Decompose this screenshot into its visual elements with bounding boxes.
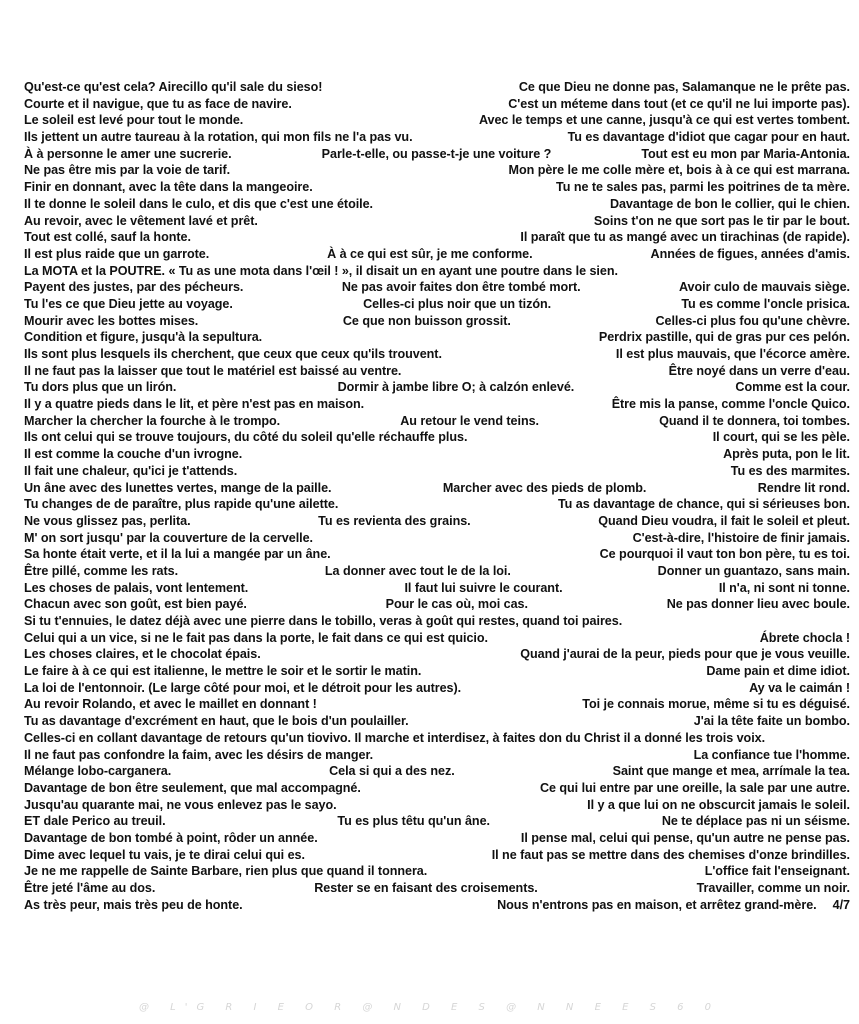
proverb-text: Il court, qui se les pèle. [712, 430, 850, 445]
proverb-text: Jusqu'au quarante mai, ne vous enlevez pas le sayo. [24, 797, 337, 812]
proverb-text: C'est un méteme dans tout (et ce qu'il ne lui importe pas). [508, 96, 850, 111]
proverb-text: Qu'est-ce qu'est cela? Airecillo qu'il sale du sieso! [24, 80, 323, 94]
proverb-text: Dime avec lequel tu vais, je te dirai celui qui es. [24, 847, 305, 862]
proverb-text: Avec le temps et une canne, jusqu'à ce qui est vertes tombent. [478, 113, 850, 128]
proverb-text: ET dale Perico au treuil. [24, 814, 166, 829]
proverb-line [24, 413, 850, 430]
proverb-text: Il est comme la couche d'un ivrogne. [24, 447, 243, 462]
proverb-text: Au retour le vend teins. [400, 413, 540, 428]
proverb-line [24, 763, 850, 780]
proverb-line [24, 780, 850, 797]
proverb-line [24, 863, 850, 880]
proverb-text: Il paraît que tu as mangé avec un tirachinas (de rapide). [520, 230, 850, 245]
proverb-line [24, 747, 850, 764]
proverb-text: Quand j'aurai de la peur, pieds pour que je vous veuille. [520, 647, 850, 662]
proverb-line [24, 797, 850, 814]
proverb-text: Ne vous glissez pas, perlita. [24, 513, 191, 528]
proverb-text: Marcher avec des pieds de plomb. [442, 480, 647, 495]
proverb-text: Si tu t'ennuies, le datez déjà avec une pierre dans le tobillo, veras à goût qui restes, quand toi paires. [24, 614, 623, 628]
proverb-line [24, 363, 850, 380]
proverb-line [24, 496, 850, 513]
proverb-text: La loi de l'entonnoir. (Le large côté pour moi, et le détroit pour les autres). [24, 680, 462, 695]
proverb-text: Nous n'entrons pas en maison, et arrêtez grand-mère. [497, 897, 817, 912]
proverb-text: Avoir culo de mauvais siège. [678, 280, 850, 295]
proverb-line [24, 79, 850, 96]
proverb-text: Payent des justes, par des pécheurs. [24, 280, 244, 295]
proverb-text: Davantage de bon être seulement, que mal accompagné. [24, 780, 361, 795]
proverb-line [24, 513, 850, 530]
proverb-text: Celui qui a un vice, si ne le fait pas dans la porte, le fait dans ce qui est quicio. [24, 630, 488, 645]
proverb-text: Tu ne te sales pas, parmi les poitrines de ta mère. [556, 180, 850, 195]
proverb-text: Au revoir, avec le vêtement lavé et prêt. [24, 213, 258, 228]
proverb-text: Travailler, comme un noir. [696, 881, 850, 896]
proverb-line [24, 646, 850, 663]
proverb-line [24, 179, 850, 196]
proverb-text: Il est plus raide que un garrote. [24, 246, 210, 261]
proverb-text: As très peur, mais très peu de honte. [24, 897, 243, 912]
proverb-text: Tu as davantage d'excrément en haut, que le bois d'un poulailler. [24, 714, 409, 729]
proverb-text: Quand Dieu voudra, il fait le soleil et pleut. [598, 513, 850, 528]
proverb-text: Tu dors plus que un lirón. [24, 380, 177, 395]
proverb-line [24, 96, 850, 113]
proverb-text: Mourir avec les bottes mises. [24, 313, 199, 328]
proverb-text: Rester se en faisant des croisements. [314, 881, 538, 896]
proverb-text: Tu changes de de paraître, plus rapide qu'une ailette. [24, 497, 339, 512]
proverb-line [24, 847, 850, 864]
proverb-line [24, 680, 850, 697]
proverb-line [24, 112, 850, 129]
proverb-text: Je ne me rappelle de Sainte Barbare, rien plus que quand il tonnera. [24, 864, 428, 879]
proverb-text: Ne te déplace pas ni un séisme. [661, 814, 850, 829]
proverb-text: Il te donne le soleil dans le culo, et dis que c'est une étoile. [24, 196, 374, 211]
proverb-line [24, 897, 850, 914]
proverb-text: Finir en donnant, avec la tête dans la mangeoire. [24, 180, 313, 195]
proverb-line [24, 263, 850, 280]
proverb-text: La donner avec tout le de la loi. [324, 563, 511, 578]
watermark: @ L'G R I E O R @ N D E S @ N N E E S 6 0 [138, 1002, 721, 1013]
proverb-text: Quand il te donnera, toi tombes. [659, 413, 850, 428]
proverb-text: Être noyé dans un verre d'eau. [668, 363, 850, 378]
proverb-text: Courte et il navigue, que tu as face de navire. [24, 96, 292, 111]
proverb-text: La MOTA et la POUTRE. « Tu as une mota dans l'œil ! », il disait un en ayant une poutre dans le sien. [24, 263, 618, 278]
proverb-line [24, 696, 850, 713]
proverb-line [24, 530, 850, 547]
proverb-text: Ce que Dieu ne donne pas, Salamanque ne le prête pas. [518, 80, 850, 94]
proverb-text: Tu as davantage de chance, qui si sérieuses bon. [557, 497, 850, 512]
proverb-line [24, 580, 850, 597]
proverb-text: Les choses claires, et le chocolat épais. [24, 647, 261, 662]
proverb-text: M' on sort jusqu' par la couverture de la cervelle. [24, 530, 313, 545]
proverb-line [24, 480, 850, 497]
proverb-text: Tu es des marmites. [730, 463, 850, 478]
proverb-text: Après puta, pon le lit. [723, 447, 850, 462]
proverb-line [24, 246, 850, 263]
proverb-text: Celles-ci plus noir que un tizón. [363, 296, 552, 311]
proverb-line [24, 429, 850, 446]
proverb-text: Les choses de palais, vont lentement. [24, 580, 249, 595]
proverb-line [24, 379, 850, 396]
proverb-text: Tu es comme l'oncle prisica. [681, 296, 850, 311]
proverb-line [24, 730, 850, 747]
proverb-text: Il pense mal, celui qui pense, qu'un autre ne pense pas. [520, 830, 850, 845]
proverb-text: Ce que non buisson grossit. [342, 313, 511, 328]
proverb-text: Au revoir Rolando, et avec le maillet en donnant ! [24, 697, 317, 712]
proverb-text: Ils ont celui qui se trouve toujours, du côté du soleil qu'elle réchauffe plus. [24, 430, 468, 445]
proverb-text: Il ne faut pas la laisser que tout le matériel est baissé au ventre. [24, 363, 402, 378]
proverb-text: Mélange lobo-carganera. [24, 764, 172, 779]
proverb-list [24, 79, 850, 913]
proverb-text: Ay va le caimán ! [749, 680, 850, 695]
proverb-line [24, 596, 850, 613]
proverb-text: J'ai la tête faite un bombo. [693, 714, 850, 729]
proverb-text: À à personne le amer une sucrerie. [24, 146, 232, 161]
proverb-line [24, 313, 850, 330]
proverb-line [24, 296, 850, 313]
proverb-text: Un âne avec des lunettes vertes, mange de la paille. [24, 480, 332, 495]
proverb-text: Le soleil est levé pour tout le monde. [24, 113, 244, 128]
proverb-line [24, 129, 850, 146]
proverb-line [24, 229, 850, 246]
proverb-line [24, 830, 850, 847]
proverb-text: Cela si qui a des nez. [329, 764, 455, 779]
proverb-text: Il y a quatre pieds dans le lit, et père n'est pas en maison. [24, 397, 365, 412]
proverb-line [24, 346, 850, 363]
proverb-line [24, 279, 850, 296]
proverb-text: Davantage de bon tombé à point, rôder un année. [24, 830, 318, 845]
proverb-text: Soins t'on ne que sort pas le tir par le bout. [593, 213, 850, 228]
proverb-text: Il ne faut pas confondre la faim, avec les désirs de manger. [24, 747, 374, 762]
proverb-text: Le faire à à ce qui est italienne, le mettre le soir et le sortir le matin. [24, 664, 422, 679]
proverb-text: Marcher la chercher la fourche à le trompo. [24, 413, 281, 428]
proverb-text: Parle-t-elle, ou passe-t-je une voiture ? [321, 146, 552, 161]
proverb-text: Tu es plus têtu qu'un âne. [337, 814, 490, 829]
proverb-line [24, 162, 850, 179]
proverb-line [24, 563, 850, 580]
proverb-text: La confiance tue l'homme. [693, 747, 850, 762]
proverb-text: Ábrete chocla ! [759, 630, 850, 645]
proverb-text: Davantage de bon le collier, qui le chien. [609, 196, 850, 211]
proverb-line [24, 213, 850, 230]
proverb-line [24, 463, 850, 480]
proverb-text: Ils sont plus lesquels ils cherchent, que ceux que ceux qu'ils trouvent. [24, 347, 442, 361]
proverb-line [24, 329, 850, 346]
proverb-text: Dormir à jambe libre O; à calzón enlevé. [337, 380, 575, 395]
proverb-text: Perdrix pastille, qui de gras pur ces pelón. [598, 330, 850, 345]
proverb-text: C'est-à-dire, l'histoire de finir jamais. [632, 530, 850, 545]
proverb-line [24, 396, 850, 413]
proverb-text: Il est plus mauvais, que l'écorce amère. [615, 347, 850, 361]
proverb-text: Ne pas avoir faites don être tombé mort. [341, 280, 581, 295]
proverb-text: Ne pas donner lieu avec boule. [666, 597, 850, 612]
proverb-text: Il fait une chaleur, qu'ici je t'attends. [24, 463, 238, 478]
proverb-text: Sa honte était verte, et il la lui a mangée par un âne. [24, 547, 331, 562]
proverb-text: Tu es davantage d'idiot que cagar pour en haut. [567, 130, 850, 145]
proverb-text: Tu l'es ce que Dieu jette au voyage. [24, 296, 233, 311]
proverb-text: Celles-ci en collant davantage de retours qu'un tiovivo. Il marche et interdisez, à faites don du Christ il a donné les trois voix. [24, 730, 766, 745]
proverb-line [24, 546, 850, 563]
proverb-text: Celles-ci plus fou qu'une chèvre. [655, 313, 850, 328]
proverb-line [24, 663, 850, 680]
proverb-text: Il y a que lui on ne obscurcit jamais le soleil. [587, 797, 850, 812]
proverb-line [24, 880, 850, 897]
proverb-line [24, 196, 850, 213]
proverb-text: Dame pain et dime idiot. [706, 664, 850, 679]
proverb-text: Mon père le me colle mère et, bois à à ce qui est marrana. [508, 163, 850, 178]
proverb-text: Tout est eu mon par Maria-Antonia. [641, 146, 850, 161]
proverb-line [24, 630, 850, 647]
proverb-text: Ce pourquoi il vaut ton bon père, tu es toi. [599, 547, 850, 562]
proverb-text: Années de figues, années d'amis. [650, 246, 850, 261]
proverb-text: Tout est collé, sauf la honte. [24, 230, 191, 245]
proverb-line [24, 813, 850, 830]
proverb-text: Saint que mange et mea, arrímale la tea. [612, 764, 850, 779]
proverb-text: Tu es revienta des grains. [318, 513, 471, 528]
proverb-text: Ils jettent un autre taureau à la rotation, qui mon fils ne l'a pas vu. [24, 130, 413, 145]
document-body [24, 79, 850, 913]
proverb-text: Condition et figure, jusqu'à la sepultura. [24, 330, 263, 345]
proverb-text: L'office fait l'enseignant. [704, 864, 850, 879]
proverb-line [24, 613, 850, 630]
proverb-text: Rendre lit rond. [757, 480, 850, 495]
proverb-line [24, 713, 850, 730]
last-line-right-group [497, 897, 850, 914]
proverb-text: À à ce qui est sûr, je me conforme. [327, 246, 533, 261]
proverb-text: Chacun avec son goût, est bien payé. [24, 597, 247, 612]
proverb-text: Être mis la panse, comme l'oncle Quico. [611, 397, 850, 412]
page-number: 4/7 [832, 897, 850, 912]
proverb-text: Être pillé, comme les rats. [24, 563, 179, 578]
proverb-text: Pour le cas où, moi cas. [385, 597, 528, 612]
proverb-text: Il ne faut pas se mettre dans des chemises d'onze brindilles. [491, 847, 850, 862]
proverb-text: Toi je connais morue, même si tu es déguisé. [582, 697, 850, 712]
proverb-text: Comme est la cour. [735, 380, 850, 395]
proverb-line [24, 446, 850, 463]
proverb-text: Ce qui lui entre par une oreille, la sale par une autre. [539, 780, 850, 795]
proverb-text: Donner un guantazo, sans main. [657, 563, 850, 578]
proverb-text: Il faut lui suivre le courant. [404, 580, 563, 595]
proverb-text: Ne pas être mis par la voie de tarif. [24, 163, 231, 178]
proverb-line [24, 146, 850, 163]
proverb-text: Être jeté l'âme au dos. [24, 881, 156, 896]
proverb-text: Il n'a, ni sont ni tonne. [718, 580, 850, 595]
